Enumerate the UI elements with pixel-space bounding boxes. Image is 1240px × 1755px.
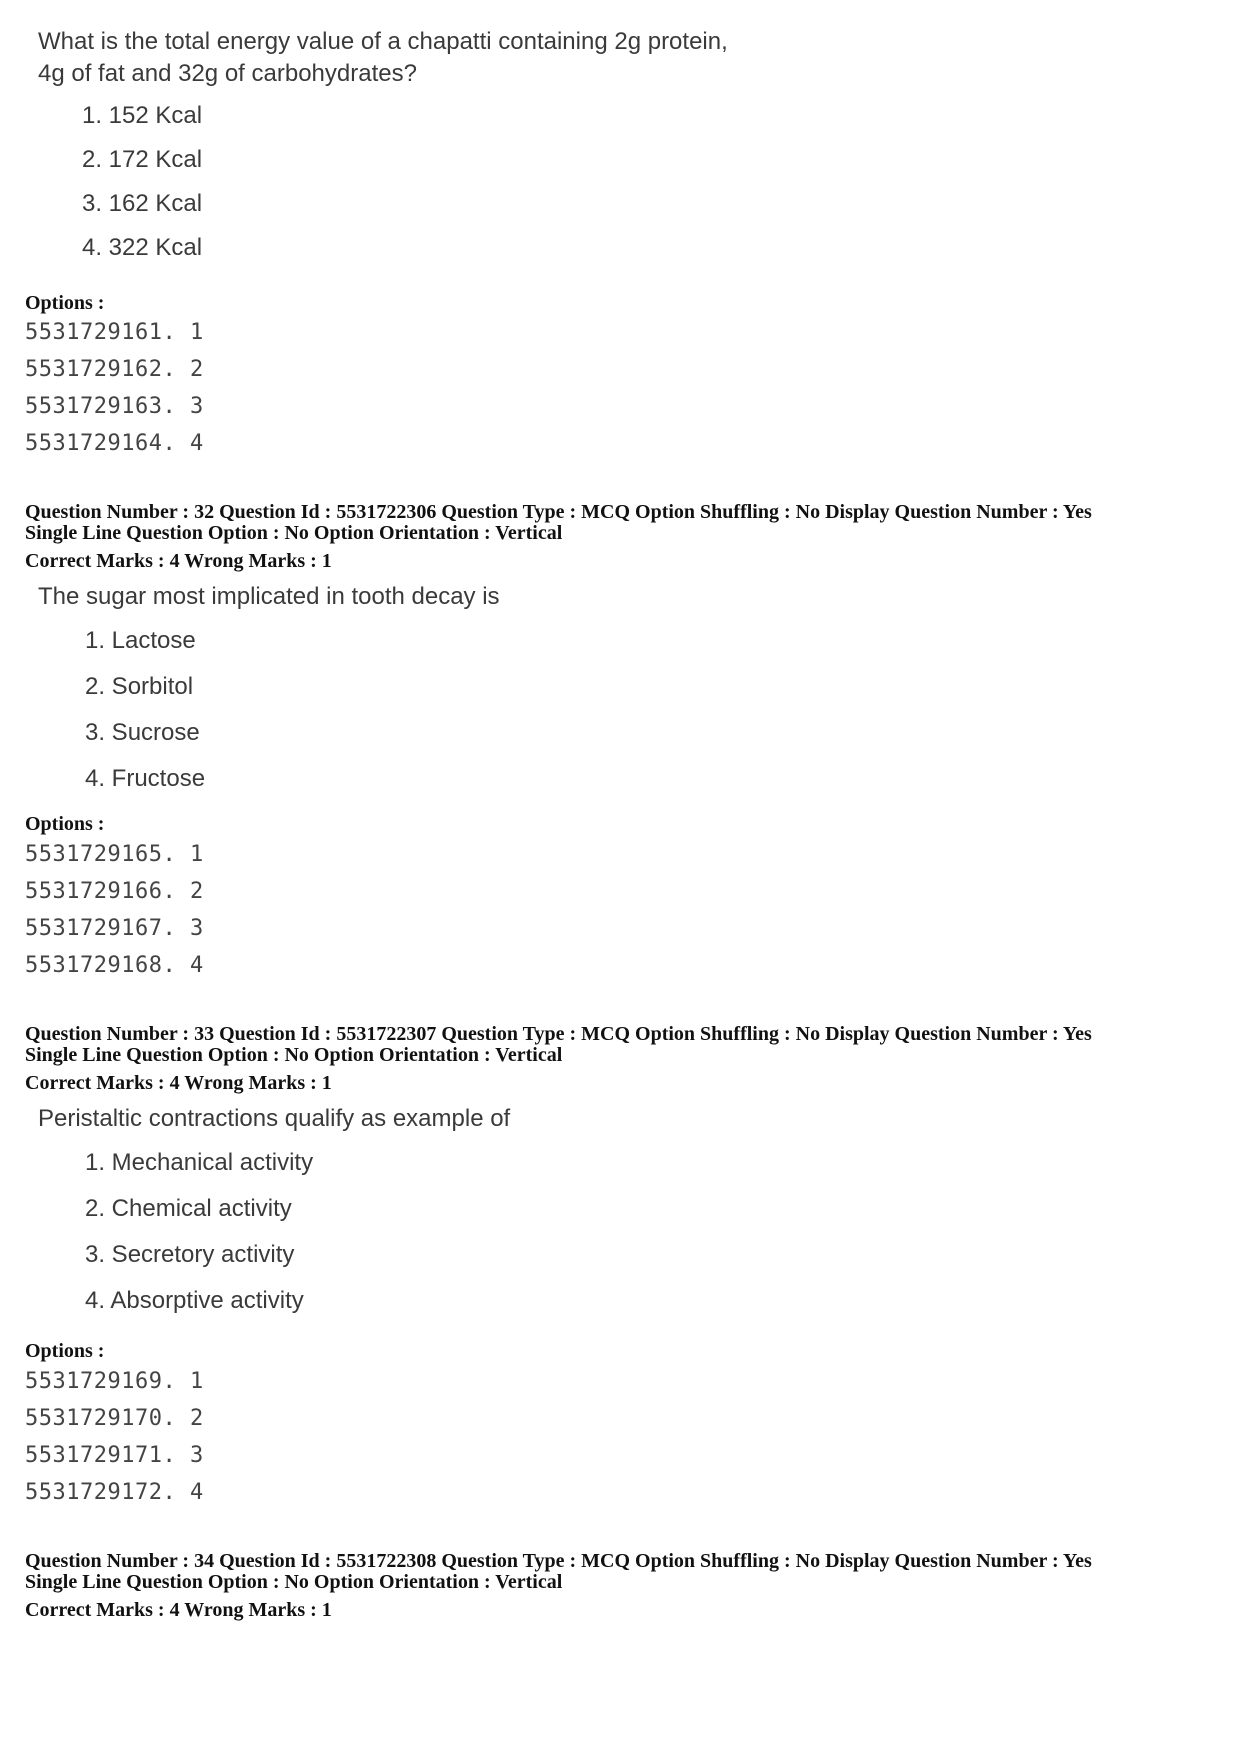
q32-options-label: Options : [25,813,105,835]
q31-stem-line-2: 4g of fat and 32g of carbohydrates? [38,60,417,87]
q31-choice-1: 1. 152 Kcal [82,102,203,129]
q34-meta-line-1: Question Number : 34 Question Id : 5531722308 Question Type : MCQ Option Shuffling : No Display Question Number : Yes [25,1550,1092,1572]
q31-option-1: 5531729161. 1 [25,320,204,345]
q33-marks: Correct Marks : 4 Wrong Marks : 1 [25,1072,332,1094]
q33-question-image [38,1103,511,1314]
q32-choice-2: 2. Sorbitol [85,673,194,700]
q32-meta-line-1: Question Number : 32 Question Id : 5531722306 Question Type : MCQ Option Shuffling : No Display Question Number : Yes [25,501,1092,523]
q33-option-1: 5531729169. 1 [25,1369,204,1394]
q33-option-4: 5531729172. 4 [25,1480,204,1505]
q32-marks: Correct Marks : 4 Wrong Marks : 1 [25,550,332,572]
q34-meta-line-2: Single Line Question Option : No Option Orientation : Vertical [25,1571,563,1593]
q32-choice-4: 4. Fructose [85,765,206,792]
q31-question-image [38,26,728,261]
q32-option-2: 5531729166. 2 [25,879,204,904]
q32-choice-1: 1. Lactose [85,627,196,654]
q33-choice-2: 2. Chemical activity [85,1195,292,1222]
q32-stem: The sugar most implicated in tooth decay is [38,583,500,610]
q33-meta-line-1: Question Number : 33 Question Id : 5531722307 Question Type : MCQ Option Shuffling : No Display Question Number : Yes [25,1023,1092,1045]
q31-option-4: 5531729164. 4 [25,431,204,456]
q32-option-3: 5531729167. 3 [25,916,204,941]
q33-option-3: 5531729171. 3 [25,1443,204,1468]
q33-choice-3: 3. Secretory activity [85,1241,295,1268]
q32-choice-3: 3. Sucrose [85,719,200,746]
q32-option-1: 5531729165. 1 [25,842,204,867]
q32-option-4: 5531729168. 4 [25,953,204,978]
q34-marks: Correct Marks : 4 Wrong Marks : 1 [25,1599,332,1621]
q33-stem: Peristaltic contractions qualify as example of [38,1105,511,1132]
q33-meta-line-2: Single Line Question Option : No Option Orientation : Vertical [25,1044,563,1066]
q31-options-label: Options : [25,292,105,314]
q31-option-2: 5531729162. 2 [25,357,204,382]
q31-choice-4: 4. 322 Kcal [82,234,203,261]
q31-choice-2: 2. 172 Kcal [82,146,203,173]
q32-meta-line-2: Single Line Question Option : No Option Orientation : Vertical [25,522,563,544]
q31-stem-line-1: What is the total energy value of a chapatti containing 2g protein, [38,28,728,55]
q33-choice-4: 4. Absorptive activity [85,1287,304,1314]
q33-choice-1: 1. Mechanical activity [85,1149,314,1176]
q32-question-image [38,581,500,792]
q33-option-2: 5531729170. 2 [25,1406,204,1431]
q31-choice-3: 3. 162 Kcal [82,190,203,217]
q33-options-label: Options : [25,1340,105,1362]
q31-option-3: 5531729163. 3 [25,394,204,419]
